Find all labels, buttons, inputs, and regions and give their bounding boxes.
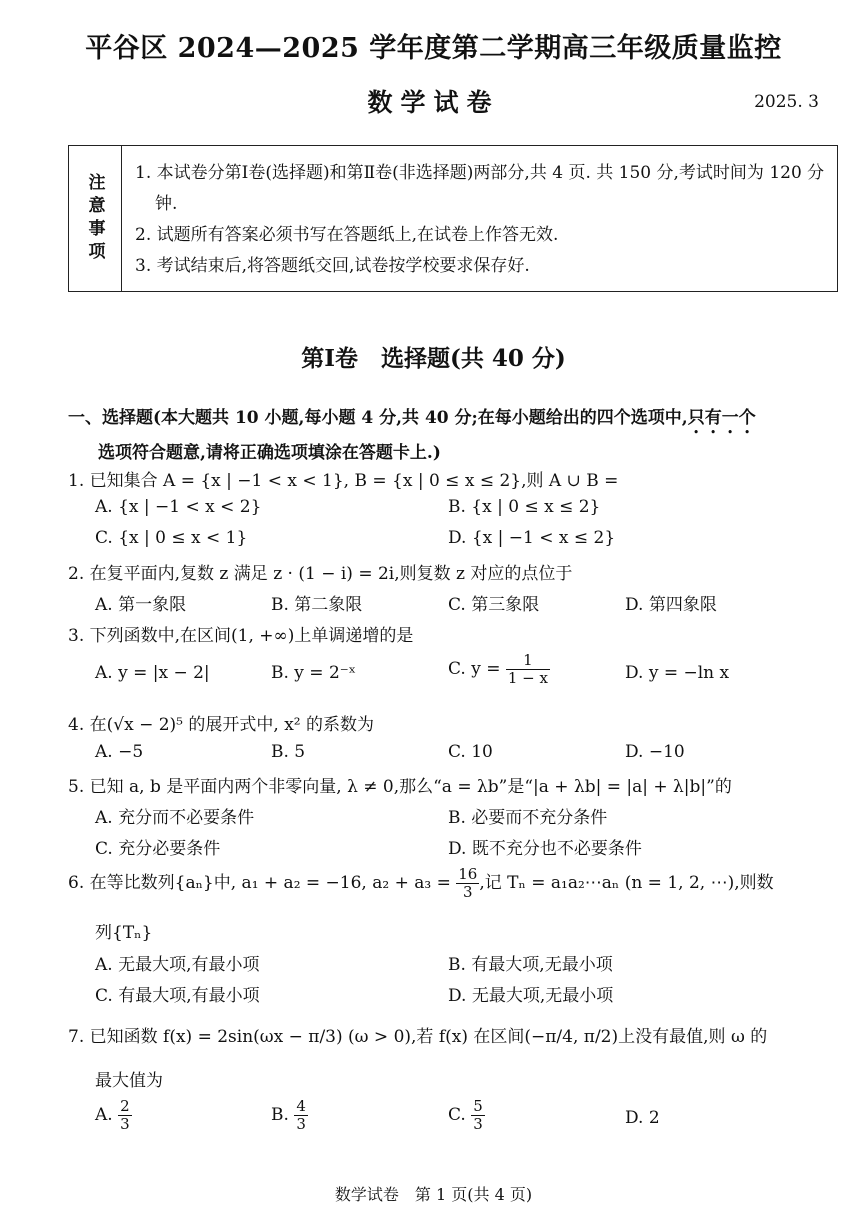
q7-option-d: D. 2 (625, 1108, 660, 1128)
q3-stem: 3. 下列函数中,在区间(1, +∞)上单调递增的是 (68, 626, 414, 646)
q5-stem: 5. 已知 a, b 是平面内两个非零向量, λ ≠ 0,那么“a = λb”是“|a + λb| = |a| + λ|b|”的 (68, 777, 732, 797)
q5-option-c: C. 充分必要条件 (95, 839, 221, 859)
q7-b-fraction (294, 1098, 308, 1133)
q3-option-b: B. y = 2⁻ˣ (271, 663, 356, 683)
q5-option-b: B. 必要而不充分条件 (448, 808, 608, 828)
notice-item-3: 3. 考试结束后,将答题纸交回,试卷按学校要求保存好. (135, 256, 530, 276)
q7-a-fraction (118, 1098, 132, 1133)
section-title: 第Ⅰ卷 选择题(共 40 分) (301, 345, 566, 372)
q6-frac-numerator: 16 (458, 865, 478, 883)
q3-option-a: A. y = |x − 2| (95, 663, 210, 683)
q4-option-c: C. 10 (448, 742, 493, 762)
q6-frac-denominator: 3 (463, 883, 473, 901)
q6-fraction (456, 866, 479, 901)
q7-c-fraction (471, 1098, 485, 1133)
q7-stem-line2: 最大值为 (95, 1071, 163, 1091)
q6-option-d: D. 无最大项,无最小项 (448, 986, 614, 1006)
exam-title: 平谷区 2024—2025 学年度第二学期高三年级质量监控 (85, 33, 782, 64)
q7-c-label: C. (448, 1105, 466, 1125)
q7-option-c (448, 1098, 485, 1133)
q3-c-numerator: 1 (506, 652, 550, 670)
q7-a-numerator: 2 (120, 1097, 130, 1115)
q7-option-a (95, 1098, 132, 1133)
instructions-emphasis: 只有一个 (687, 408, 756, 428)
q3-option-c-fraction (506, 652, 550, 687)
q4-option-b: B. 5 (271, 742, 306, 762)
q6-option-b: B. 有最大项,无最小项 (448, 955, 613, 975)
q7-stem: 7. 已知函数 f(x) = 2sin(ωx − π/3) (ω > 0),若 f(x) 在区间(−π/4, π/2)上没有最值,则 ω 的 (68, 1027, 768, 1047)
q6-option-a: A. 无最大项,有最小项 (95, 955, 260, 975)
q4-stem: 4. 在(√x − 2)⁵ 的展开式中, x² 的系数为 (68, 715, 375, 735)
q3-option-c (448, 652, 550, 687)
q3-option-c-prefix: C. y = (448, 659, 501, 679)
q7-a-denominator: 3 (120, 1115, 130, 1133)
q1-option-b: B. {x | 0 ≤ x ≤ 2} (448, 497, 601, 517)
q2-option-c: C. 第三象限 (448, 595, 540, 615)
q2-option-d: D. 第四象限 (625, 595, 717, 615)
q1-option-c: C. {x | 0 ≤ x < 1} (95, 528, 248, 548)
section-instructions (68, 403, 840, 469)
q7-b-label: B. (271, 1105, 289, 1125)
q3-option-d: D. y = −ln x (625, 663, 730, 683)
q6-option-c: C. 有最大项,有最小项 (95, 986, 260, 1006)
q4-option-d: D. −10 (625, 742, 685, 762)
q2-option-a: A. 第一象限 (95, 595, 187, 615)
notice-box (68, 145, 838, 292)
q7-c-numerator: 5 (473, 1097, 483, 1115)
notice-items (135, 158, 830, 282)
q3-c-denominator: 1 − x (507, 669, 548, 687)
q6-stem-post: ,记 Tₙ = a₁a₂⋯aₙ (n = 1, 2, ⋯),则数 (479, 873, 774, 893)
q2-option-b: B. 第二象限 (271, 595, 363, 615)
q7-c-denominator: 3 (473, 1115, 483, 1133)
exam-subtitle: 数学试卷 (367, 88, 500, 117)
notice-label: 注意事项 (84, 172, 105, 265)
q7-a-label: A. (95, 1105, 113, 1125)
q7-option-b (271, 1098, 308, 1133)
q7-b-numerator: 4 (296, 1097, 306, 1115)
q1-stem: 1. 已知集合 A = {x | −1 < x < 1}, B = {x | 0 ≤ x ≤ 2},则 A ∪ B = (68, 471, 619, 491)
instructions-part2: 选项符合题意,请将正确选项填涂在答题卡上.) (98, 443, 441, 463)
q2-stem: 2. 在复平面内,复数 z 满足 z · (1 − i) = 2i,则复数 z 对应的点位于 (68, 564, 573, 584)
notice-label-cell (69, 146, 122, 291)
q1-option-a: A. {x | −1 < x < 2} (95, 497, 262, 517)
q7-b-denominator: 3 (296, 1115, 306, 1133)
instructions-part1: 一、选择题(本大题共 10 小题,每小题 4 分,共 40 分;在每小题给出的四个选项中, (68, 408, 688, 428)
q5-option-d: D. 既不充分也不必要条件 (448, 839, 642, 859)
notice-item-1: 1. 本试卷分第Ⅰ卷(选择题)和第Ⅱ卷(非选择题)两部分,共 4 页. 共 150 分,考试时间为 120 分钟. (135, 163, 825, 214)
q4-option-a: A. −5 (95, 742, 144, 762)
q6-stem-line2: 列{Tₙ} (95, 923, 153, 943)
notice-item-2: 2. 试题所有答案必须书写在答题纸上,在试卷上作答无效. (135, 225, 559, 245)
q5-option-a: A. 充分而不必要条件 (95, 808, 255, 828)
q6-stem-pre: 6. 在等比数列{aₙ}中, a₁ + a₂ = −16, a₂ + a₃ = (68, 873, 451, 893)
q6-stem (68, 866, 774, 901)
page-footer: 数学试卷 第 1 页(共 4 页) (334, 1185, 533, 1204)
exam-date: 2025. 3 (754, 92, 819, 112)
q1-option-d: D. {x | −1 < x ≤ 2} (448, 528, 616, 548)
